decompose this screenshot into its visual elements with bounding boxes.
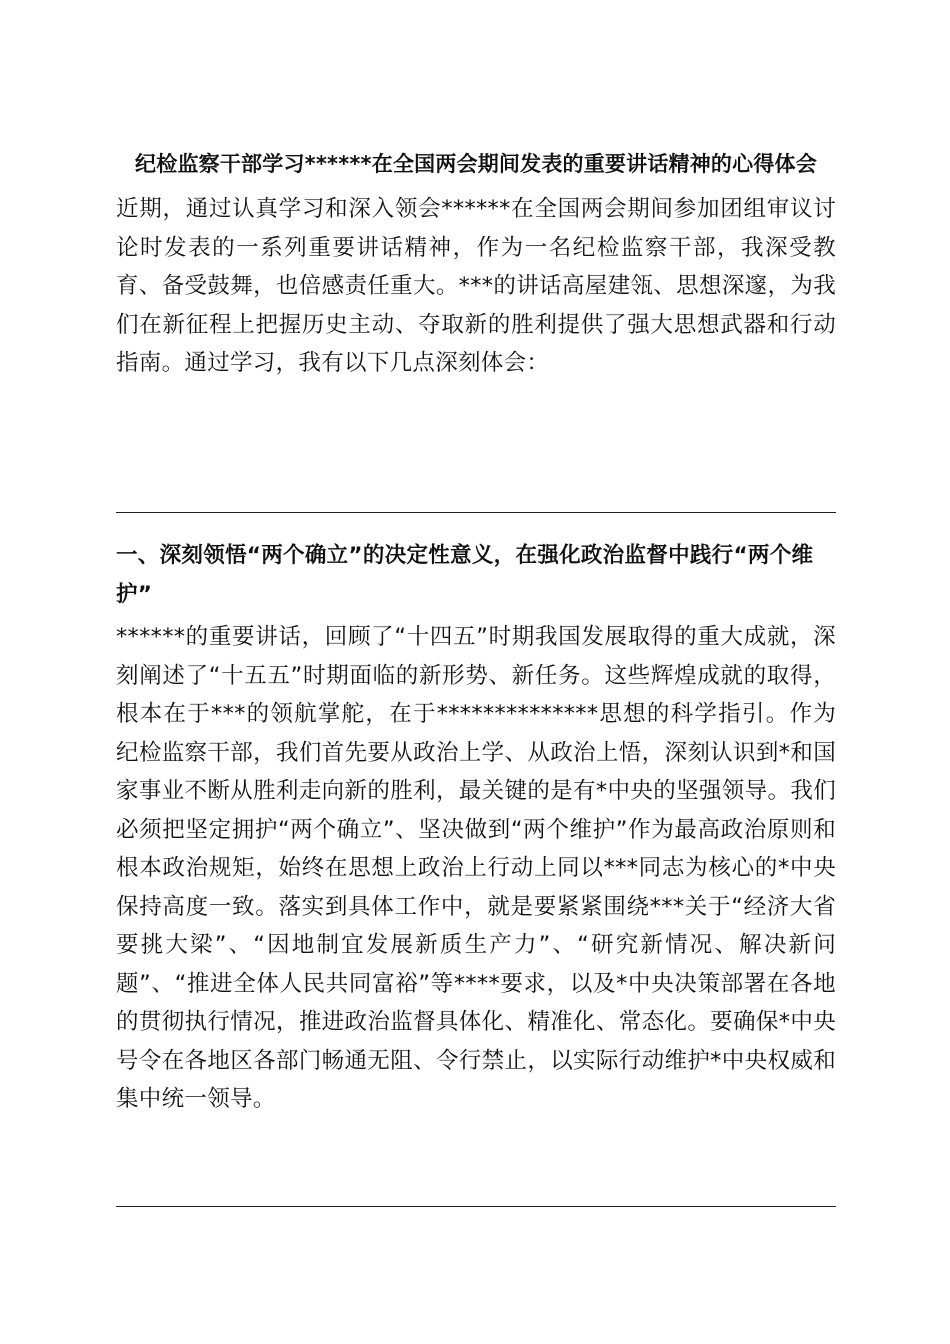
- intro-paragraph: 近期，通过认真学习和深入领会******在全国两会期间参加团组审议讨论时发表的一系列重要讲话精神，作为一名纪检监察干部，我深受教育、备受鼓舞，也倍感责任重大。***的讲话高屋建瓴、思想深邃，为我们在新征程上把握历史主动、夺取新的胜利提供了强大思想武器和行动指南。通过学习，我有以下几点深刻体会：: [116, 196, 836, 376]
- section-divider-top: [116, 512, 836, 513]
- document-title: 纪检监察干部学习******在全国两会期间发表的重要讲话精神的心得体会: [135, 152, 817, 176]
- section-1-body: ******的重要讲话，回顾了“十四五”时期我国发展取得的重大成就，深刻阐述了“十五五”时期面临的新形势、新任务。这些辉煌成就的取得，根本在于***的领航掌舵，在于**************思想的科学指引。作为纪检监察干部，我们首先要从政治上学、从政治上悟，深刻认识到*和国家事业不断从胜利走向新的胜利，最关键的是有*中央的坚强领导。我们必须把坚定拥护“两个确立”、坚决做到“两个维护”作为最高政治原则和根本政治规矩，始终在思想上政治上行动上同以***同志为核心的*中央保持高度一致。落实到具体工作中，就是要紧紧围绕***关于“经济大省要挑大梁”、“因地制宜发展新质生产力”、“研究新情况、解决新问题”、“推进全体人民共同富裕”等****要求，以及*中央决策部署在各地的贯彻执行情况，推进政治监督具体化、精准化、常态化。要确保*中央号令在各地区各部门畅通无阻、令行禁止，以实际行动维护*中央权威和集中统一领导。: [116, 624, 836, 1112]
- section-1-heading: 一、深刻领悟“两个确立”的决定性意义，在强化政治监督中践行“两个维护”: [116, 543, 814, 607]
- section-divider-bottom: [116, 1206, 836, 1207]
- document-page: [116, 140, 836, 1112]
